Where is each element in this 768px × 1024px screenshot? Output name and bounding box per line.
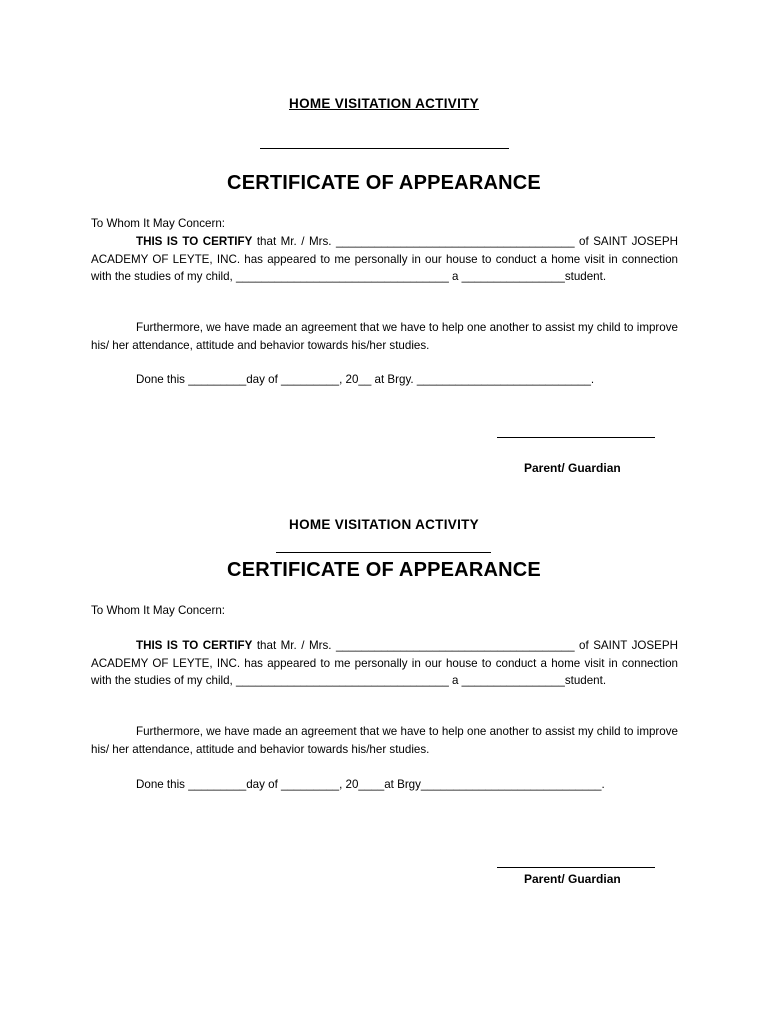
certificate-title: CERTIFICATE OF APPEARANCE (227, 172, 541, 194)
activity-title: HOME VISITATION ACTIVITY (289, 96, 479, 111)
certify-lead: THIS IS TO CERTIFY (136, 235, 253, 248)
date-location-line: Done this _________day of _________, 20____at Brgy____________________________. (136, 778, 605, 791)
certify-paragraph (91, 637, 678, 690)
title-divider (260, 148, 509, 149)
salutation: To Whom It May Concern: (91, 604, 226, 617)
signature-line (497, 437, 655, 438)
salutation: To Whom It May Concern: (91, 217, 226, 230)
signature-label: Parent/ Guardian (524, 461, 621, 475)
certify-lead: THIS IS TO CERTIFY (136, 639, 253, 652)
date-location-line: Done this _________day of _________, 20__ at Brgy. ___________________________. (136, 373, 595, 386)
signature-line (497, 867, 655, 868)
signature-label: Parent/ Guardian (524, 872, 621, 886)
activity-title: HOME VISITATION ACTIVITY (289, 517, 479, 532)
certify-body: that Mr. / Mrs. _____________________________________ of SAINT JOSEPH ACADEMY OF LEYTE, INC. has appeared to me personally in our house to conduct a home visit in connection with the studies of my child, _________________________________ a ________________student. (91, 639, 678, 687)
certify-body: that Mr. / Mrs. _____________________________________ of SAINT JOSEPH ACADEMY OF LEYTE, INC. has appeared to me personally in our house to conduct a home visit in connection with the studies of my child, _________________________________ a ________________student. (91, 235, 678, 283)
certificate-title: CERTIFICATE OF APPEARANCE (227, 559, 541, 581)
certify-paragraph (91, 233, 678, 286)
agreement-paragraph: Furthermore, we have made an agreement that we have to help one another to assist my child to improve his/ her attendance, attitude and behavior towards his/her studies. (91, 321, 678, 352)
agreement-paragraph: Furthermore, we have made an agreement that we have to help one another to assist my child to improve his/ her attendance, attitude and behavior towards his/her studies. (91, 725, 678, 756)
title-divider (276, 552, 491, 553)
